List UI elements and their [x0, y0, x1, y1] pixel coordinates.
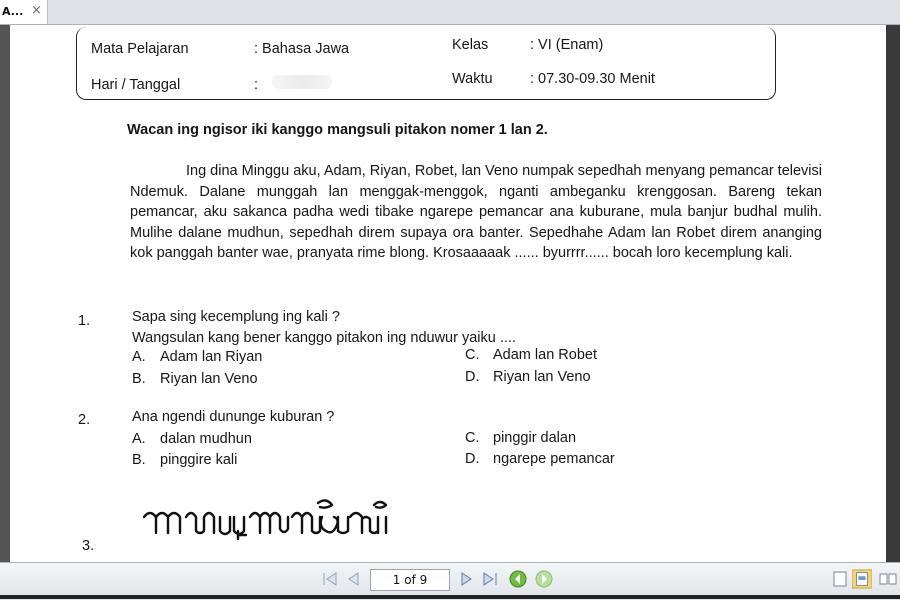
question-1-option-a: A. Adam lan Riyan	[132, 349, 263, 365]
date-label: Hari / Tanggal	[91, 77, 181, 93]
question-1-option-c: C. Adam lan Robet	[465, 347, 597, 363]
question-1-option-b: B. Riyan lan Veno	[132, 371, 258, 387]
question-1-subtext: Wangsulan kang bener kanggo pitakon ing nduwur yaiku ....	[132, 330, 516, 346]
class-label: Kelas	[452, 37, 489, 53]
tab-title: A...	[2, 5, 24, 18]
first-page-icon[interactable]	[320, 569, 340, 589]
question-2-number: 2.	[78, 412, 91, 428]
page-indicator-input[interactable]: 1 of 9	[370, 569, 450, 591]
viewer-right-edge	[886, 25, 900, 562]
previous-page-icon[interactable]	[344, 569, 364, 589]
question-1-number: 1.	[78, 313, 91, 329]
question-1-text: Sapa sing kecemplung ing kali ?	[132, 309, 340, 325]
last-page-icon[interactable]	[480, 569, 500, 589]
question-2-option-d: D. ngarepe pemancar	[465, 451, 615, 467]
single-page-view-icon[interactable]	[830, 569, 850, 589]
forward-view-icon[interactable]	[534, 569, 554, 589]
status-strip	[0, 595, 900, 599]
facing-pages-view-icon[interactable]	[878, 569, 898, 589]
question-3-number: 3.	[82, 538, 95, 554]
question-2-option-a: A. dalan mudhun	[132, 431, 252, 447]
next-page-icon[interactable]	[456, 569, 476, 589]
question-2-option-c: C. pinggir dalan	[465, 430, 577, 446]
tab-bar	[0, 0, 900, 25]
subject-label: Mata Pelajaran	[91, 41, 189, 57]
class-value: : VI (Enam)	[530, 37, 604, 53]
continuous-view-icon[interactable]	[852, 569, 872, 589]
javanese-script-illustration	[142, 495, 392, 541]
question-1-option-d: D. Riyan lan Veno	[465, 369, 591, 385]
question-2-text: Ana ngendi dununge kuburan ?	[132, 409, 335, 425]
date-value: :	[254, 77, 259, 93]
reading-instruction: Wacan ing ngisor iki kanggo mangsuli pitakon nomer 1 lan 2.	[127, 122, 548, 138]
question-2-option-b: B. pinggire kali	[132, 452, 238, 468]
passage-text: Ing dina Minggu aku, Adam, Riyan, Robet, lan Veno numpak sepedhah menyang pemancar televisi Ndemuk. Dalane munggah lan menggak-menggok, nganti ambeganku krenggosan. Bareng tekan pemancar, aku sakanca padha wedi tibake ngarepe pemancar ana kuburane, mula banjur budhal mulih. Mulihe dalane mudhun, sepedhah direm supaya ora banter. Sepedhahe Adam lan Robet direm ananging kok panggah banter wae, pranyata rime blong. Krosaaaaak ...... byurrrr...... bocah loro kecemplung kali.	[130, 163, 822, 262]
header-box	[76, 27, 776, 100]
back-view-icon[interactable]	[508, 569, 528, 589]
redacted-date-smudge	[272, 75, 332, 89]
subject-value: : Bahasa Jawa	[254, 41, 350, 57]
reading-passage	[130, 161, 822, 264]
document-viewer[interactable]	[0, 25, 900, 562]
document-tab[interactable]	[0, 0, 48, 24]
close-tab-icon[interactable]: ×	[31, 3, 42, 18]
time-value: : 07.30-09.30 Menit	[530, 71, 655, 87]
document-page	[10, 25, 886, 562]
time-label: Waktu	[452, 71, 493, 87]
